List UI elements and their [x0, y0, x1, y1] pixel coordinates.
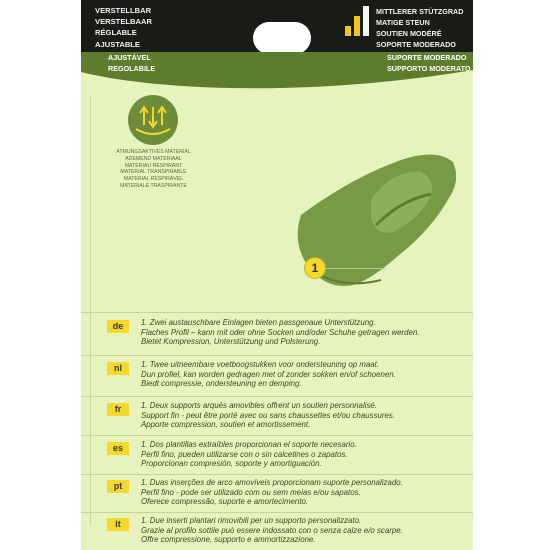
lang-text-pt	[141, 478, 471, 507]
separator	[81, 474, 473, 475]
lang-line: Oferece compressão, suporte e amortecimento.	[141, 497, 309, 506]
support-level-icon	[345, 4, 371, 36]
lang-tag-it: it	[107, 518, 129, 531]
lang-block-pt	[101, 478, 467, 514]
lang-line: Bietet Kompression, Unterstützung und Polsterung.	[141, 337, 321, 346]
support-labels	[376, 6, 463, 50]
support-label-es: SOPORTE MODERADO	[376, 40, 456, 49]
lang-text-es	[141, 440, 471, 469]
lang-line: Support fin - peut être porté avec ou sans chaussettes et/ou chaussures.	[141, 410, 395, 420]
lang-text-de	[141, 318, 471, 347]
lang-tag-fr: fr	[107, 403, 129, 416]
breathable-label-it: MATERIALE TRASPIRANTE	[120, 182, 187, 189]
separator	[81, 396, 473, 397]
adjustable-label-es: AJUSTABLE	[95, 39, 141, 49]
lang-line: Apporte compression, soutien et amortissement.	[141, 420, 311, 429]
support-label-fr: SOUTIEN MODÉRÉ	[376, 29, 442, 38]
breathable-label-es: MATERIAL TRANSPIRABLE	[120, 169, 187, 176]
lang-block-nl	[101, 360, 467, 396]
lang-line: Flaches Profil – kann mit oder ohne Socken und/oder Schuhe getragen werden.	[141, 327, 420, 337]
lang-line: 1. Zwei austauschbare Einlagen bieten passgenaue Unterstützung.	[141, 318, 376, 327]
lang-tag-es: es	[107, 442, 129, 455]
breathable-label-de: ATMUNGSAKTIVES MATERIAL	[116, 149, 191, 155]
lang-block-es	[101, 440, 467, 476]
lang-line: Perfil fino, pueden utilizarse con o sin calcetines o zapatos.	[141, 449, 348, 459]
breathable-label-fr: MATÉRIAU RESPIRANT	[124, 162, 183, 169]
support-label-de: MITTLERER STÜTZGRAD	[376, 7, 464, 16]
lang-block-it	[101, 516, 467, 550]
separator	[81, 355, 473, 356]
lang-text-fr	[141, 401, 471, 430]
lang-line: Perfil fino - pode ser utilizado com ou sem meias e/ou sapatos.	[141, 487, 361, 497]
breathable-label-nl: ADEMEND MATERIAAL	[125, 155, 182, 162]
adjustable-label-de: VERSTELLBAR	[95, 6, 152, 15]
callout-marker: 1	[304, 257, 326, 279]
lang-line: 1. Twee uitneembare voetboogstukken voor ondersteuning op maat.	[141, 360, 380, 369]
adjustable-labels-lower	[108, 52, 155, 74]
lang-line: Grazie al profilo sottile può essere indossato con o senza calze e/o scarpe.	[141, 525, 403, 535]
separator	[81, 312, 473, 313]
lang-line: Biedt compressie, ondersteuning en demping.	[141, 379, 302, 388]
support-labels-lower	[387, 52, 470, 74]
breathable-material-text	[106, 149, 201, 190]
adjustable-label-it: REGOLABILE	[108, 64, 156, 73]
lang-line: Proporcionan compresión, soporte y amortiguación.	[141, 459, 322, 468]
lang-line: Offre compressione, supporto e ammortizzazione.	[141, 535, 316, 544]
adjustable-label-nl: VERSTELBAAR	[95, 17, 152, 27]
adjustable-labels	[95, 5, 152, 50]
margin-line	[90, 96, 91, 526]
lang-line: 1. Duas inserções de arco amovíveis proporcionam suporte personalizado.	[141, 478, 403, 487]
adjustable-label-pt: AJUSTÁVEL	[108, 53, 151, 62]
package-panel	[81, 0, 473, 550]
lang-line: 1. Dos plantillas extraíbles proporcionan el soporte necesario.	[141, 440, 357, 449]
lang-line: Dun profiel, kan worden gedragen met of zonder sokken en/of schoenen.	[141, 369, 396, 379]
lang-tag-nl: nl	[107, 362, 129, 375]
separator	[81, 512, 473, 513]
support-label-pt: SUPORTE MODERADO	[387, 53, 467, 62]
support-label-it: SUPPORTO MODERATO	[387, 64, 471, 73]
breathable-badge	[128, 95, 178, 145]
adjustable-label-fr: RÉGLABLE	[95, 28, 137, 38]
breathable-arrows-icon	[128, 95, 178, 145]
lang-block-de	[101, 318, 467, 354]
support-label-nl: MATIGE STEUN	[376, 18, 430, 27]
lang-block-fr	[101, 401, 467, 437]
hang-hole	[253, 22, 311, 54]
breathable-label-pt: MATERIAL RESPIRÁVEL	[123, 176, 184, 183]
lang-tag-pt: pt	[107, 480, 129, 493]
separator	[81, 435, 473, 436]
callout-line	[325, 268, 385, 269]
lang-line: 1. Due inserti plantari rimovibili per un supporto personalizzato.	[141, 516, 362, 525]
lang-tag-de: de	[107, 320, 129, 333]
lang-text-nl	[141, 360, 471, 389]
lang-line: 1. Deux supports arqués amovibles offrent un soutien personnalisé.	[141, 401, 377, 410]
lang-text-it	[141, 516, 471, 545]
